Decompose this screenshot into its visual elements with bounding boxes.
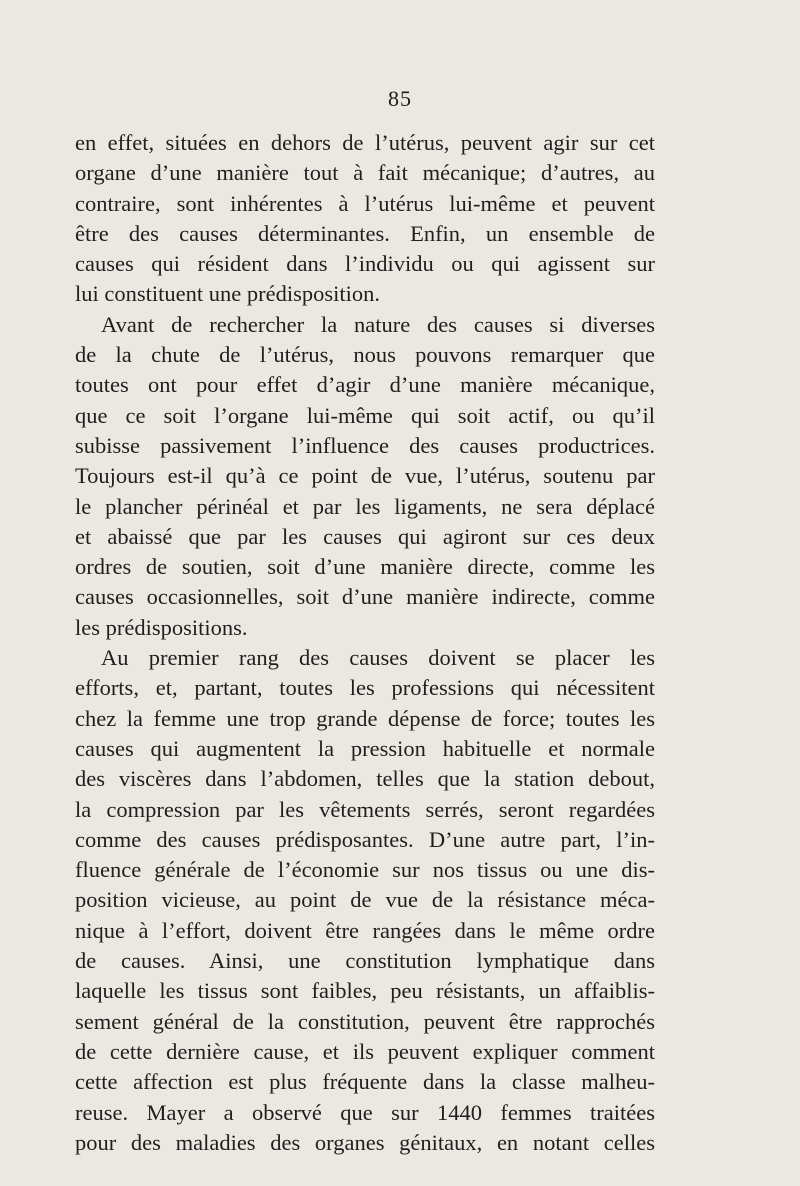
text-line: Au premier rang des causes doivent se placer les <box>101 645 655 671</box>
body-text <box>75 128 655 1158</box>
text-line: organe d’une manière tout à fait mécanique; d’autres, au <box>75 160 655 186</box>
text-line: causes qui augmentent la pression habituelle et normale <box>75 735 655 761</box>
text-line: Avant de rechercher la nature des causes si diverses <box>101 311 655 337</box>
text-line: ordres de soutien, soit d’une manière directe, comme les <box>75 554 655 580</box>
text-line: de cette dernière cause, et ils peuvent expliquer comment <box>75 1038 655 1064</box>
text-line: lui constituent une prédisposition. <box>75 281 380 307</box>
text-line: cette affection est plus fréquente dans la classe malheu- <box>75 1069 655 1095</box>
text-line: causes occasionnelles, soit d’une manière indirecte, comme <box>75 584 655 610</box>
text-line: laquelle les tissus sont faibles, peu résistants, un affaiblis- <box>75 978 655 1004</box>
text-line: pour des maladies des organes génitaux, en notant celles <box>75 1129 655 1155</box>
text-line: subisse passivement l’influence des causes productrices. <box>75 432 655 458</box>
text-line: être des causes déterminantes. Enfin, un ensemble de <box>75 220 655 246</box>
text-line: nique à l’effort, doivent être rangées dans le même ordre <box>75 917 655 943</box>
text-line: les prédispositions. <box>75 614 248 640</box>
text-line: et abaissé que par les causes qui agiront sur ces deux <box>75 523 655 549</box>
text-line: en effet, situées en dehors de l’utérus, peuvent agir sur cet <box>75 130 655 155</box>
text-line: de la chute de l’utérus, nous pouvons remarquer que <box>75 342 655 368</box>
text-line: causes qui résident dans l’individu ou qui agissent sur <box>75 251 655 277</box>
text-line: toutes ont pour effet d’agir d’une manière mécanique, <box>75 372 655 398</box>
text-line: de causes. Ainsi, une constitution lymphatique dans <box>75 948 655 974</box>
text-line: fluence générale de l’économie sur nos tissus ou une dis- <box>75 857 655 883</box>
text-line: que ce soit l’organe lui-même qui soit actif, ou qu’il <box>75 402 655 428</box>
text-line: sement général de la constitution, peuvent être rapprochés <box>75 1008 655 1034</box>
text-line: la compression par les vêtements serrés, seront regardées <box>75 796 655 822</box>
text-line: chez la femme une trop grande dépense de force; toutes les <box>75 705 655 731</box>
text-line: le plancher périnéal et par les ligaments, ne sera déplacé <box>75 493 655 519</box>
text-line: efforts, et, partant, toutes les professions qui nécessitent <box>75 675 655 701</box>
text-line: position vicieuse, au point de vue de la résistance méca- <box>75 887 655 913</box>
text-line: contraire, sont inhérentes à l’utérus lui-même et peuvent <box>75 190 655 216</box>
text-line: reuse. Mayer a observé que sur 1440 femmes traitées <box>75 1099 655 1125</box>
text-line: des viscères dans l’abdomen, telles que la station debout, <box>75 766 655 792</box>
text-line: comme des causes prédisposantes. D’une autre part, l’in- <box>75 826 655 852</box>
text-line: Toujours est-il qu’à ce point de vue, l’utérus, soutenu par <box>75 463 655 489</box>
page-number: 85 <box>388 86 412 111</box>
